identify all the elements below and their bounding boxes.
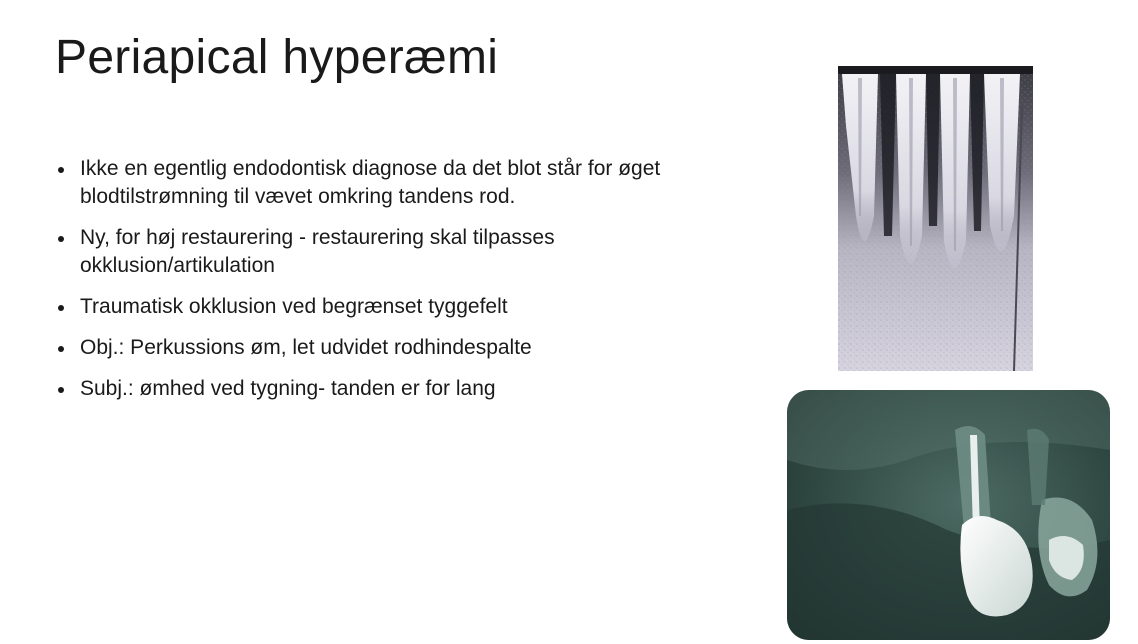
bullet-item [55,334,695,362]
bullet-list [55,155,695,416]
bullet-dot-icon [58,305,64,311]
bullet-text: Ny, for høj restaurering - restaurering skal tilpasses okklusion/artikulation [80,226,555,277]
bullet-dot-icon [58,346,64,352]
bullet-item [55,155,695,211]
bullet-item [55,224,695,280]
periapical-radiograph-image [838,66,1033,371]
bullet-text: Traumatisk okklusion ved begrænset tyggefelt [80,295,508,318]
root-filled-tooth-radiograph-image [787,390,1110,640]
bullet-dot-icon [58,236,64,242]
bullet-dot-icon [58,167,64,173]
bullet-item [55,375,695,403]
bullet-item [55,293,695,321]
slide-title: Periapical hyperæmi [55,31,499,84]
bullet-text: Ikke en egentlig endodontisk diagnose da det blot står for øget blodtilstrømning til vævet omkring tandens rod. [80,157,661,208]
bullet-dot-icon [58,387,64,393]
bullet-text: Subj.: ømhed ved tygning- tanden er for lang [80,377,496,400]
bullet-text: Obj.: Perkussions øm, let udvidet rodhindespalte [80,336,532,359]
